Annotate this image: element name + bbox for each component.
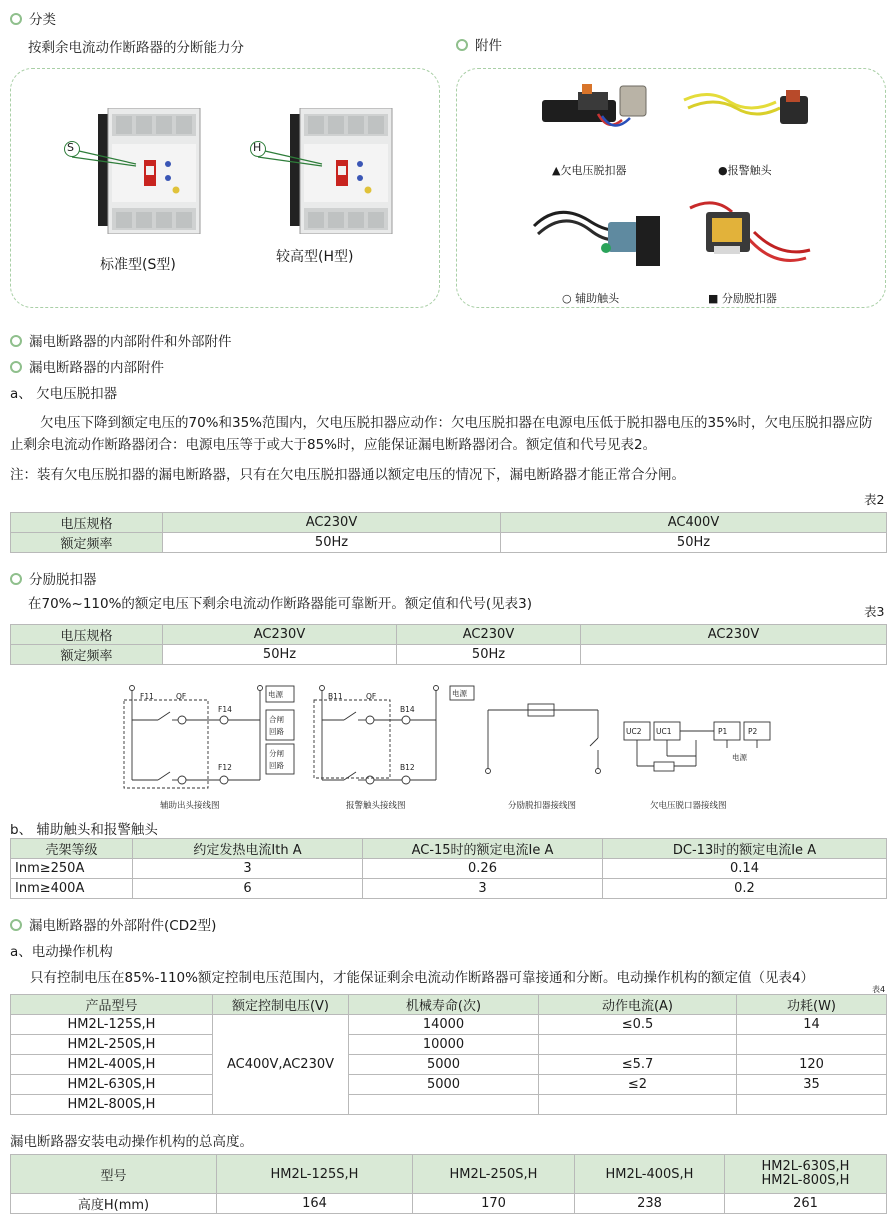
table-cell: AC400V: [501, 513, 887, 533]
table-row: [11, 1095, 887, 1115]
circle-bullet-icon: [10, 361, 22, 373]
table-cell: 高度H(mm): [11, 1194, 217, 1214]
table-row: [11, 879, 887, 899]
table-cell: HM2L-630S,H: [11, 1075, 213, 1095]
undervoltage-description: 欠电压下降到额定电压的70%和35%范围内，欠电压脱扣器应动作：欠电压脱扣器在电源电压低于脱扣器电压的35%时，欠电压脱扣器应防止剩余电流动作断路器闭合：电源电压等于或大于85%时，应能保证漏电断路器闭合。额定值和代号见表2。: [10, 415, 873, 453]
uc2-label: UC2: [626, 727, 642, 736]
table-cell: 261: [725, 1194, 887, 1214]
table-cell: [539, 1035, 737, 1055]
table4: [10, 994, 887, 1115]
table-cell: HM2L-125S,H: [217, 1155, 413, 1194]
circle-bullet-icon: [10, 335, 22, 347]
table-cell: AC-15时的额定电流Ie A: [363, 839, 603, 859]
table-cell: [581, 645, 887, 665]
table-cell: HM2L-125S,H: [11, 1015, 213, 1035]
table2: [10, 512, 887, 553]
shunt-release-image: [684, 192, 814, 270]
table-cell: 5000: [349, 1055, 539, 1075]
table-cell: 0.14: [603, 859, 887, 879]
table-cell: ≤5.7: [539, 1055, 737, 1075]
table-row: [11, 533, 887, 553]
close-loop-label-1: 合闸: [269, 715, 284, 724]
table-cell: 电压规格: [11, 513, 163, 533]
table-cell: 238: [575, 1194, 725, 1214]
f12-label: F12: [218, 763, 232, 772]
f14-label: F14: [218, 705, 232, 714]
table-cell: 产品型号: [11, 995, 213, 1015]
auxiliary-contact-caption: ○ 辅助触头: [562, 292, 620, 305]
table3: [10, 624, 887, 665]
s-type-label: 标准型(S型): [100, 257, 176, 273]
b12-label: B12: [400, 763, 415, 772]
motor-heading: a、电动操作机构: [10, 944, 113, 960]
table4-label: 表4: [872, 985, 886, 994]
shunt-diagram-caption: 分励脱扣器接线图: [508, 801, 577, 811]
table-row: [11, 645, 887, 665]
table-cell: 50Hz: [163, 533, 501, 553]
section-external: 漏电断路器的外部附件(CD2型): [10, 914, 216, 934]
table-cell: ≤0.5: [539, 1015, 737, 1035]
table-cell: Inm≥250A: [11, 859, 133, 879]
height-heading: 漏电断路器安装电动操作机构的总高度。: [10, 1134, 253, 1150]
aux-heading: b、 辅助触头和报警触头: [10, 822, 158, 838]
p1-label: P1: [718, 727, 728, 736]
table-cell: 约定发热电流Ith A: [133, 839, 363, 859]
wiring-diagrams: [110, 682, 790, 814]
classification-subtitle: 按剩余电流动作断路器的分断能力分: [28, 40, 244, 56]
table3-label: 表3: [864, 604, 885, 619]
table-cell: AC230V: [581, 625, 887, 645]
table-cell: HM2L-400S,H: [575, 1155, 725, 1194]
h-callout-label: H: [253, 141, 262, 154]
table-cell: AC400V,AC230V: [213, 1015, 349, 1115]
table-cell: 14: [737, 1015, 887, 1035]
table-cell: 额定控制电压(V): [213, 995, 349, 1015]
table-cell: 14000: [349, 1015, 539, 1035]
table-cell: AC230V: [397, 625, 581, 645]
table-cell: DC-13时的额定电流Ie A: [603, 839, 887, 859]
section-classification: 分类: [10, 8, 56, 28]
section-accessories: 附件: [456, 34, 502, 54]
section-shunt: 分励脱扣器: [10, 568, 97, 588]
table-cell: 0.2: [603, 879, 887, 899]
table-cell: 动作电流(A): [539, 995, 737, 1015]
alarm-diagram-caption: 报警触头接线图: [346, 801, 406, 811]
table-cell: 6: [133, 879, 363, 899]
table-cell: HM2L-800S,H: [11, 1095, 213, 1115]
power-label: 电源: [268, 690, 283, 699]
alarm-contact-image: [680, 80, 820, 138]
table-row: [11, 1015, 887, 1035]
table-row: [11, 513, 887, 533]
undervoltage-release-caption: ▲欠电压脱扣器: [552, 164, 627, 177]
table-cell: AC230V: [163, 625, 397, 645]
table-cell: 功耗(W): [737, 995, 887, 1015]
table-row: [11, 1155, 887, 1194]
open-loop-label-1: 分闸: [269, 749, 284, 758]
table-cell: HM2L-400S,H: [11, 1055, 213, 1075]
table-row: [11, 1035, 887, 1055]
table-cell: 120: [737, 1055, 887, 1075]
table-cell: 型号: [11, 1155, 217, 1194]
table-cell: 164: [217, 1194, 413, 1214]
table-cell: 3: [363, 879, 603, 899]
table-cell: AC230V: [163, 513, 501, 533]
table-cell: 0.26: [363, 859, 603, 879]
table-row: [11, 839, 887, 859]
f11-label: F11: [140, 692, 154, 701]
table-cell: 额定频率: [11, 645, 163, 665]
close-loop-label-2: 回路: [269, 727, 284, 736]
aux-diagram-caption: 辅助出头接线图: [160, 801, 220, 811]
table-cell: 50Hz: [397, 645, 581, 665]
circle-bullet-icon: [10, 919, 22, 931]
qf-label: QF: [366, 692, 377, 701]
table-row: [11, 1055, 887, 1075]
table-cell: [737, 1035, 887, 1055]
table-cell: 3: [133, 859, 363, 879]
table-cell: Inm≥400A: [11, 879, 133, 899]
table-row: [11, 1075, 887, 1095]
uv-diagram-caption: 欠电压脱口器接线图: [650, 801, 727, 811]
table-row: [11, 859, 887, 879]
power-label: 电源: [452, 689, 467, 698]
shunt-release-caption: ■ 分励脱扣器: [708, 292, 777, 305]
undervoltage-heading: a、 欠电压脱扣器: [10, 386, 118, 402]
h-type-label: 较高型(H型): [276, 249, 354, 265]
undervoltage-release-image: [538, 80, 658, 136]
shunt-description: 在70%~110%的额定电压下剩余电流动作断路器能可靠断开。额定值和代号(见表3): [28, 596, 533, 612]
circle-bullet-icon: [456, 39, 468, 51]
model-630-label: HM2L-630S,H: [761, 1159, 850, 1174]
alarm-contact-caption: ●报警触头: [718, 164, 772, 177]
table-row: [11, 1194, 887, 1214]
table-cell: 35: [737, 1075, 887, 1095]
table-cell: 50Hz: [163, 645, 397, 665]
height-table: [10, 1154, 887, 1214]
table-cell: HM2L-250S,H: [413, 1155, 575, 1194]
power-label: 电源: [732, 753, 747, 762]
section-internal-external: 漏电断路器的内部附件和外部附件: [10, 330, 232, 350]
table-cell: [539, 1095, 737, 1115]
accessories-panel: [456, 68, 886, 308]
table-cell: [349, 1095, 539, 1115]
table-cell: [725, 1155, 887, 1194]
table-cell: 10000: [349, 1035, 539, 1055]
table-cell: HM2L-250S,H: [11, 1035, 213, 1055]
aux-contact-table: [10, 838, 887, 899]
auxiliary-contact-image: [528, 196, 668, 272]
table-cell: 电压规格: [11, 625, 163, 645]
table-cell: ≤2: [539, 1075, 737, 1095]
model-800-label: HM2L-800S,H: [761, 1173, 850, 1188]
table2-label: 表2: [864, 492, 885, 507]
table-cell: 50Hz: [501, 533, 887, 553]
circle-bullet-icon: [10, 573, 22, 585]
section-internal: 漏电断路器的内部附件: [10, 356, 164, 376]
b14-label: B14: [400, 705, 415, 714]
table-cell: 机械寿命(次): [349, 995, 539, 1015]
s-callout-label: S: [67, 141, 74, 154]
circle-bullet-icon: [10, 13, 22, 25]
table-cell: [737, 1095, 887, 1115]
table-cell: 额定频率: [11, 533, 163, 553]
table-cell: 壳架等级: [11, 839, 133, 859]
undervoltage-note: 注：装有欠电压脱扣器的漏电断路器，只有在欠电压脱扣器通以额定电压的情况下，漏电断路器才能正常合分闸。: [10, 467, 685, 483]
b11-label: B11: [328, 692, 343, 701]
open-loop-label-2: 回路: [269, 761, 284, 770]
uc1-label: UC1: [656, 727, 672, 736]
table-row: [11, 995, 887, 1015]
table-cell: 5000: [349, 1075, 539, 1095]
qf-label: QF: [176, 692, 187, 701]
p2-label: P2: [748, 727, 758, 736]
table-row: [11, 625, 887, 645]
table-cell: 170: [413, 1194, 575, 1214]
motor-description: 只有控制电压在85%-110%额定控制电压范围内，才能保证剩余电流动作断路器可靠接通和分断。电动操作机构的额定值（见表4）: [30, 970, 815, 986]
